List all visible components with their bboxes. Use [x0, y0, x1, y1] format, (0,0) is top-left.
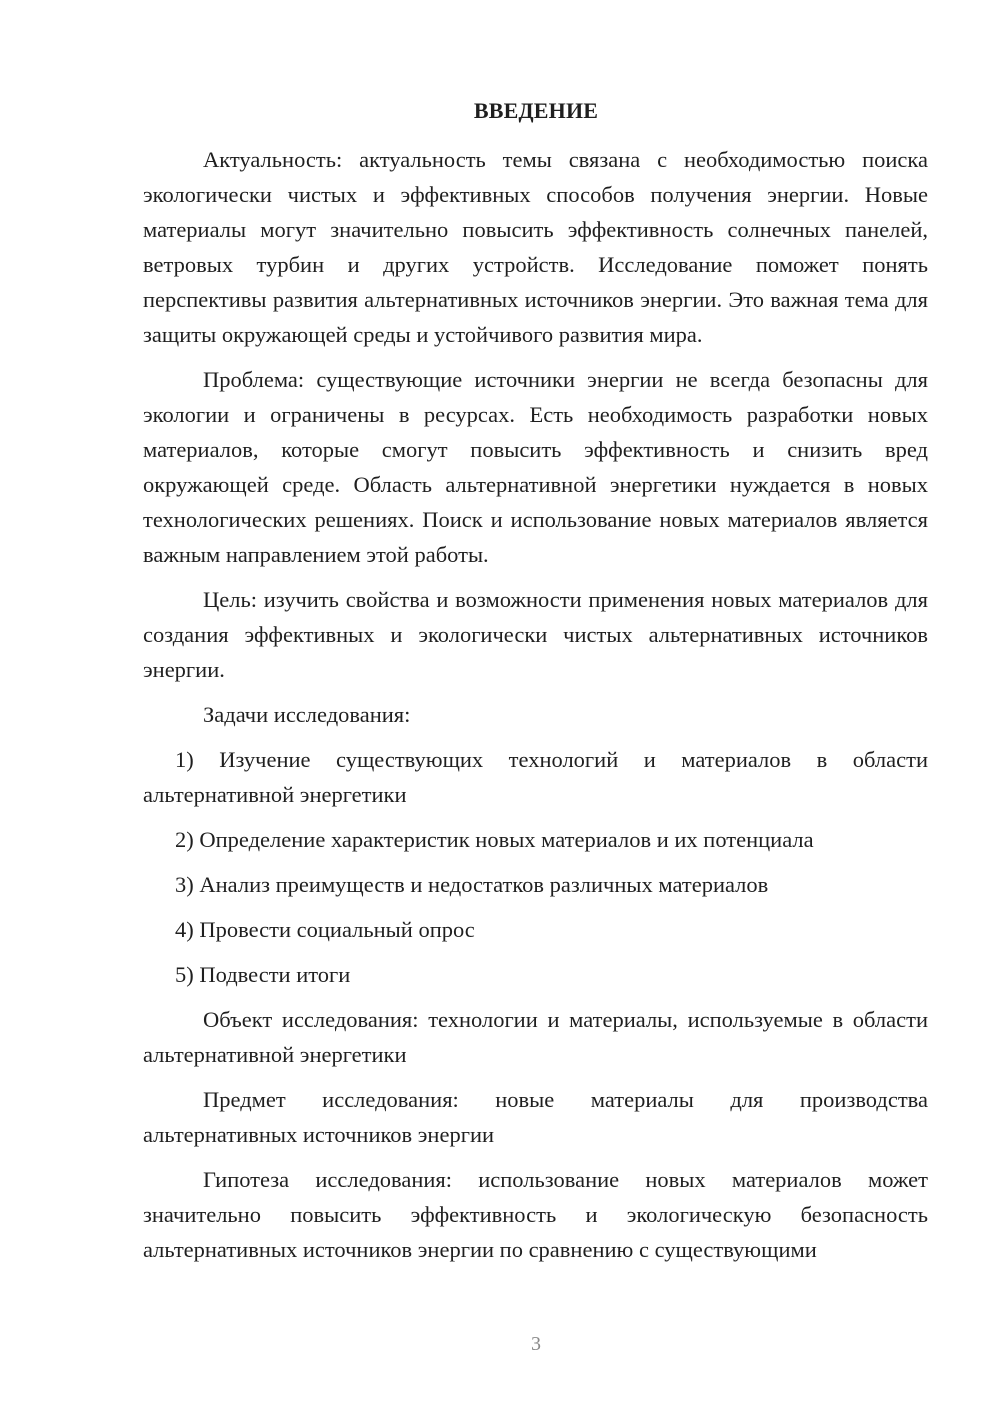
paragraph-tasks-heading: Задачи исследования: — [203, 702, 411, 727]
body-text — [143, 142, 928, 1277]
paragraph-object: Объект исследования: технологии и материалы, используемые в области альтернативной энергетики — [143, 1007, 928, 1067]
paragraph-goal: Цель: изучить свойства и возможности применения новых материалов для создания эффективных и экологически чистых альтернативных источников энергии. — [143, 587, 928, 682]
paragraph-hypothesis: Гипотеза исследования: использование новых материалов может значительно повысить эффективность и экологическую безопасность альтернативных источников энергии по сравнению с существующими — [143, 1167, 928, 1262]
page-number: 3 — [531, 1333, 541, 1355]
paragraph-problem: Проблема: существующие источники энергии не всегда безопасны для экологии и ограничены в ресурсах. Есть необходимость разработки новых материалов, которые смогут повысить эффективность и снизить вред окружающей среде. Область альтернативной энергетики нуждается в новых технологических решениях. Поиск и использование новых материалов является важным направлением этой работы. — [143, 367, 928, 567]
task-item-3: 3) Анализ преимуществ и недостатков различных материалов — [175, 872, 769, 897]
page-title: ВВЕДЕНИЕ — [473, 98, 599, 123]
task-item-4: 4) Провести социальный опрос — [175, 917, 475, 942]
task-item-1: 1) Изучение существующих технологий и материалов в области альтернативной энергетики — [143, 747, 928, 807]
paragraph-relevance: Актуальность: актуальность темы связана с необходимостью поиска экологически чистых и эффективных способов получения энергии. Новые материалы могут значительно повысить эффективность солнечных панелей, ветровых турбин и других устройств. Исследование поможет понять перспективы развития альтернативных источников энергии. Это важная тема для защиты окружающей среды и устойчивого развития мира. — [143, 147, 928, 347]
paragraph-subject: Предмет исследования: новые материалы для производства альтернативных источников энергии — [143, 1087, 928, 1147]
task-item-5: 5) Подвести итоги — [175, 962, 351, 987]
task-item-2: 2) Определение характеристик новых материалов и их потенциала — [175, 827, 814, 852]
